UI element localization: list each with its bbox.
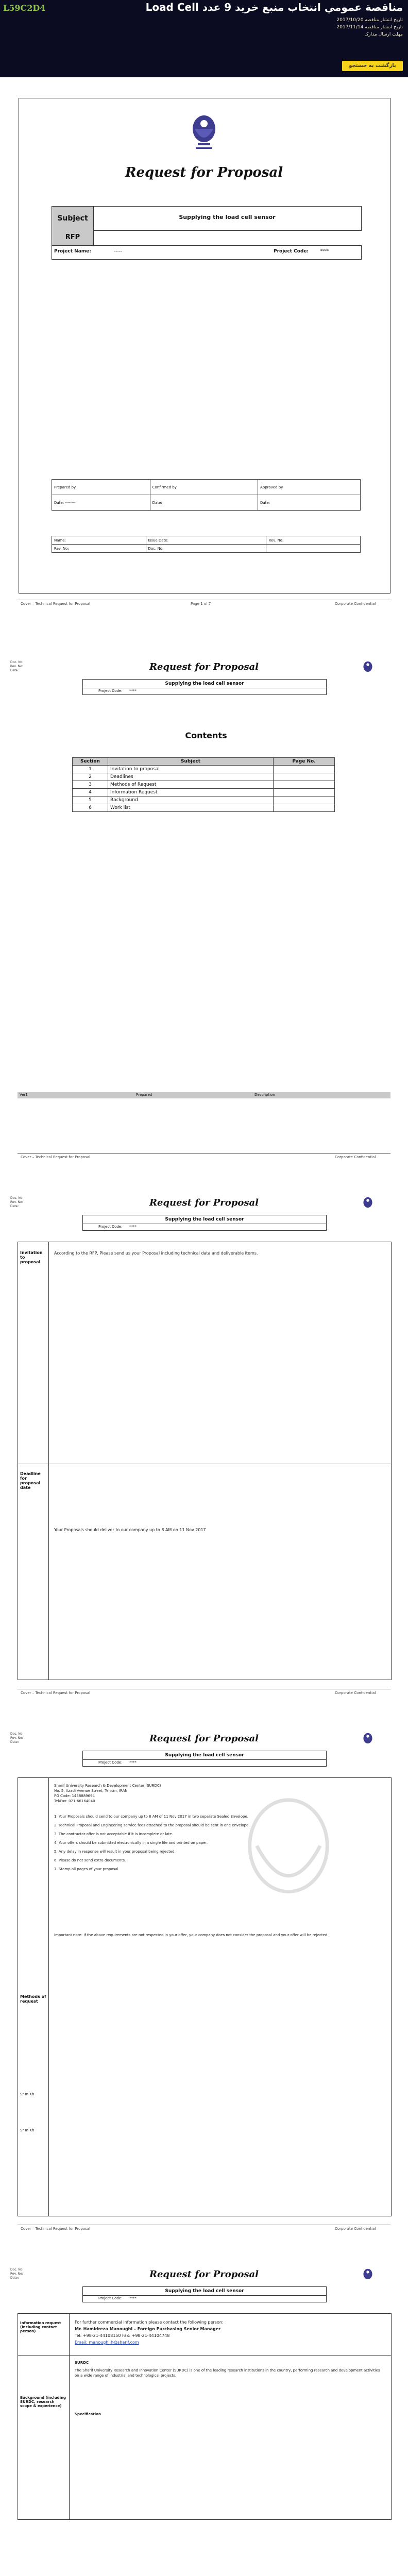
subject-value: Supplying the load cell sensor — [179, 214, 276, 221]
revision-bar: Ver1 Prepared Description — [18, 1092, 390, 1098]
contents-row[interactable]: 4 Information Request — [73, 789, 335, 796]
section-3: Methods of request Sr In Kh Sr In Kh Sharif University Research & Development Center (SURDC) No. 5, Azadi Avenue Street, Tehran, IRAN PO Code: 1458889694 Tel/Fax: 021-66164040 1. Your Proposals should send to our company up to 8 AM of 11 Nov 2017 in two separate Sealed Envelope. 2. Technical Proposal and Engineering service fees attached to the proposal should be sent in one envelope. 3. The contractor offer is not acceptable if it is incomplete or late. 4. Your offers should be submitted electronically in a single file and printed on paper. 5. Any delay in response will result in your proposal being rejected. 6. Please do not send extra documents. 7. Stamp all pages of your proposal. Important note: If the above requirements are not respected in your offer, your company does not consider the proposal and your offer will be rejected. — [18, 1777, 392, 2216]
university-logo — [185, 113, 223, 152]
tender-id: L59C2D4 — [3, 3, 46, 13]
contents-row[interactable]: 6 Work list — [73, 804, 335, 812]
site-banner — [0, 0, 408, 77]
university-logo-small — [361, 1196, 375, 1212]
rfp-title: Request for Proposal — [125, 165, 283, 180]
banner-date-1: تاريخ انتشار مناقصه 2017/10/20 — [336, 18, 403, 23]
project-row: Project Name: ----- Project Code: **** — [52, 245, 362, 260]
cover-page — [5, 93, 403, 613]
project-bar: Project Code: **** — [82, 687, 327, 695]
contents-table: Section Subject Page No. 1 Invitation to proposal 2 Deadlines 3 Methods of Request 4 Information Request 5 Background 6 Work list — [72, 757, 335, 812]
banner-date-2: تاريخ انتشار مناقصه 2017/11/14 — [336, 25, 403, 30]
footer-left: Cover – Technical Request for Proposal — [21, 602, 91, 606]
invitation-page: Doc. No: Rev. No: Date: Request for Proposal Supplying the load cell sensor Project Code: **** Invitation to proposal According to the RFP, Please send us your Proposal including technical data and deliverable items. Deadline for proposal date Your Proposals should deliver to our company up to 8 AM on 11 Nov 2017 Cover – Technical Request for Proposal Corporate Confidential — [5, 1185, 403, 1700]
subject-box — [52, 206, 362, 231]
university-logo-small — [361, 660, 375, 676]
subject-label: Subject — [52, 207, 94, 230]
subject-bar: Supplying the load cell sensor — [82, 679, 327, 688]
section-5: Background (including SURDC, research scope & experience) SURDC The Sharif University Research and Innovation Center (SURDC) is one of the leading research institutions in the country, performing research and development activities on a wide range of industrial and technological projects. Specification — [18, 2354, 392, 2520]
contact-email-link[interactable]: Email: manoughi.h@sharif.com — [75, 2340, 139, 2345]
footer-page: Page 1 of 7 — [191, 602, 211, 606]
important-note: Important note: If the above requirements are not respected in your offer, your company does not consider the proposal and your offer will be rejected. — [54, 1933, 329, 1937]
rfp-label: RFP — [52, 230, 94, 246]
university-logo-small — [361, 2268, 375, 2283]
contents-title: Contents — [185, 731, 227, 740]
methods-page: Doc. No: Rev. No: Date: Request for Proposal Supplying the load cell sensor Project Code: **** Methods of request Sr In Kh Sr In Kh Sharif University Research & Development Center (SURDC) No. 5, Azadi Avenue Street, Tehran, IRAN PO Code: 1458889694 Tel/Fax: 021-66164040 1. Your Proposals should send to our company up to 8 AM of 11 Nov 2017 in two separate Sealed Envelope. 2. Technical Proposal and Engineering service fees attached to the proposal should be sent in one envelope. 3. The contractor offer is not acceptable if it is incomplete or late. 4. Your offers should be submitted electronically in a single file and printed on paper. 5. Any delay in response will result in your proposal being rejected. 6. Please do not send extra documents. 7. Stamp all pages of your proposal. Important note: If the above requirements are not respected in your offer, your company does not consider the proposal and your offer will be rejected. Cover – Technical Request for Proposal Corporate Confidential — [5, 1721, 403, 2236]
contents-row[interactable]: 1 Invitation to proposal — [73, 766, 335, 773]
back-button[interactable]: بازگشت به جستجو — [342, 61, 403, 71]
section-4: Information request (including contact person) For further commercial information please contact the following person: Mr. Hamidreza Manoughi – Foreign Purchasing Senior Manager Tel: +98-21-44108150 Fax: +98-21-44104748 Email: manoughi.h@sharif.com — [18, 2313, 392, 2355]
contents-row[interactable]: 2 Deadlines — [73, 773, 335, 781]
university-logo-small — [361, 1732, 375, 1748]
section-2: Deadline for proposal date Your Proposals should deliver to our company up to 8 AM on 11 Nov 2017 — [18, 1463, 392, 1680]
section-1: Invitation to proposal According to the RFP, Please send us your Proposal including technical data and deliverable items. — [18, 1242, 392, 1464]
approval-table: Prepared by Confirmed by Approved by Date: -------- Date: Date: — [52, 479, 361, 511]
tender-title: مناقصة عمومي انتخاب منبع خريد 9 عدد Load Cell — [145, 1, 403, 13]
footer-right: Corporate Confidential — [335, 602, 376, 606]
contents-row[interactable]: 5 Background — [73, 796, 335, 804]
contents-page: Doc. No: Rev. No: Date: Request for Proposal Supplying the load cell sensor Project Code: **** Contents Section Subject Page No. 1 Invitation to proposal 2 Deadlines 3 Methods of Request 4 Information Request 5 Background 6 Work list Ver1 Prepared Description Cover – Technical Request for Proposal Corporate Confidential — [5, 649, 403, 1164]
info-page: Doc. No: Rev. No: Date: Request for Proposal Supplying the load cell sensor Project Code: **** Information request (including contact person) For further commercial information please contact the following person: Mr. Hamidreza Manoughi – Foreign Purchasing Senior Manager Tel: +98-21-44108150 Fax: +98-21-44104748 Email: manoughi.h@sharif.com Background (including SURDC, research scope & experience) SURDC The Sharif University Research and Innovation Center (SURDC) is one of the leading research institutions in the country, performing research and development activities on a wide range of industrial and technological projects. Specification — [5, 2257, 403, 2576]
doc-info-table: Name: Issue Date: Rev. No: Rev. No: Doc. No: — [52, 536, 361, 553]
banner-deadline: مهلت ارسال مدارک — [364, 32, 403, 37]
address-block: Sharif University Research & Development Center (SURDC) No. 5, Azadi Avenue Street, Tehran, IRAN PO Code: 1458889694 Tel/Fax: 021-66164040 — [54, 1784, 161, 1803]
contents-row[interactable]: 3 Methods of Request — [73, 781, 335, 789]
page-title: Request for Proposal — [149, 662, 259, 672]
request-bullets: 1. Your Proposals should send to our company up to 8 AM of 11 Nov 2017 in two separate Sealed Envelope. 2. Technical Proposal and Engineering service fees attached to the proposal should be sent in one envelope. 3. The contractor offer is not acceptable if it is incomplete or late. 4. Your offers should be submitted electronically in a single file and printed on paper. 5. Any delay in response will result in your proposal being rejected. 6. Please do not send extra documents. 7. Stamp all pages of your proposal. — [54, 1815, 250, 1871]
